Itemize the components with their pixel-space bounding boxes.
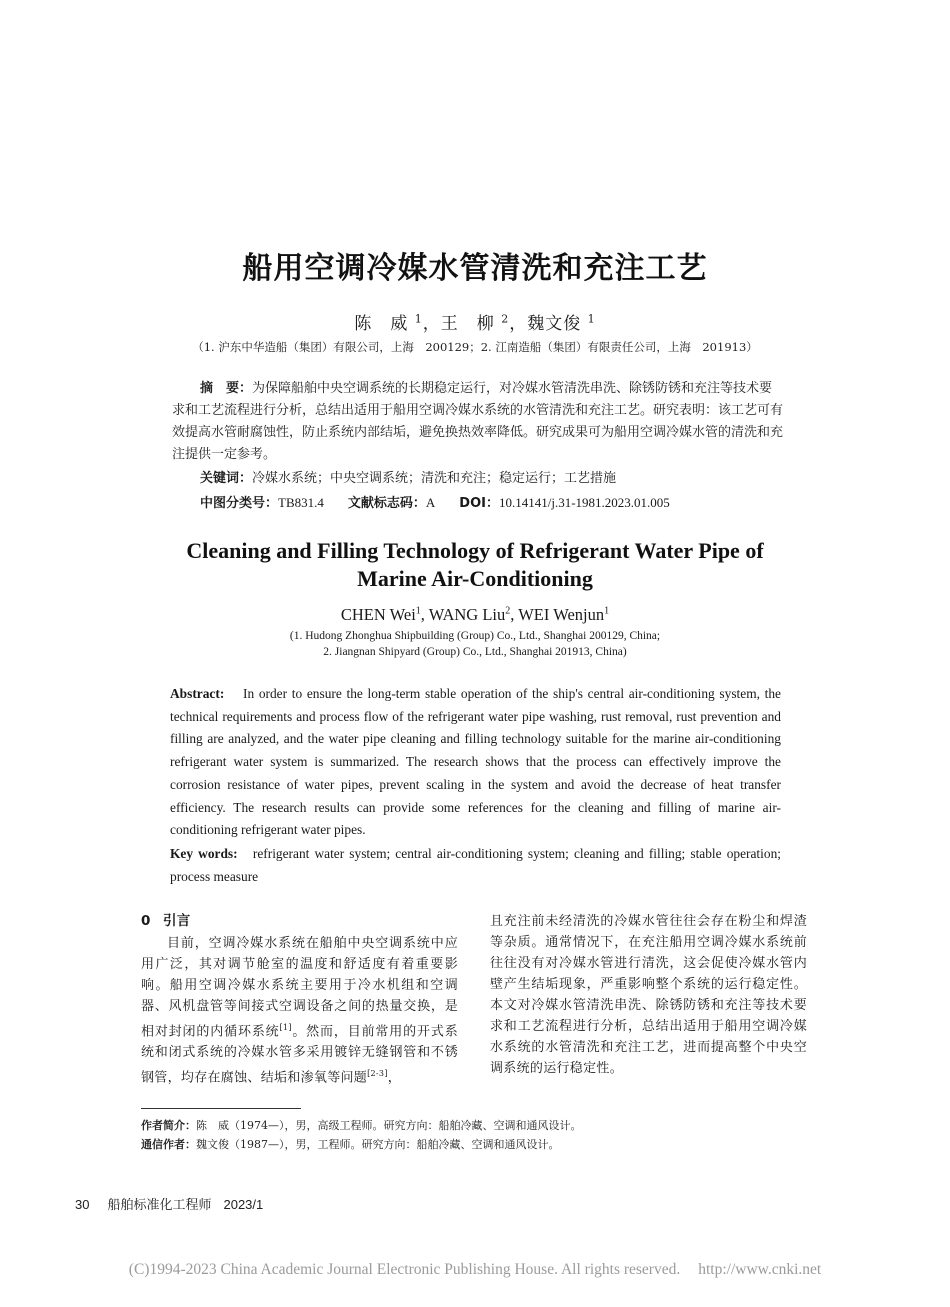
english-affiliation xyxy=(0,628,950,660)
author-name: 陈 威 xyxy=(354,314,409,334)
author-separator: , xyxy=(420,605,429,624)
author-name: 王 柳 xyxy=(440,314,495,334)
abstract-label: 摘 要： xyxy=(200,381,253,396)
section-title: 引言 xyxy=(163,913,191,929)
citation: [2-3] xyxy=(367,1069,388,1079)
footnote-label: 作者简介： xyxy=(141,1119,196,1132)
author-name: CHEN Wei xyxy=(340,605,416,624)
english-keywords xyxy=(170,843,781,888)
section-heading xyxy=(141,911,458,932)
copyright-text: (C)1994-2023 China Academic Journal Electronic Publishing House. All rights reserved. xyxy=(128,1261,681,1278)
chinese-affiliation: （1. 沪东中华造船（集团）有限公司，上海 200129；2. 江南造船（集团）有限责任公司，上海 201913） xyxy=(192,340,758,354)
keywords-label: 关键词： xyxy=(200,471,253,486)
english-abstract xyxy=(170,683,781,842)
body-paragraph xyxy=(141,933,458,1089)
copyright-url[interactable]: http://www.cnki.net xyxy=(698,1261,822,1278)
paragraph-text: ， xyxy=(387,1070,402,1086)
footnote-divider xyxy=(141,1108,301,1109)
issue-number: 2023/1 xyxy=(223,1197,264,1212)
english-title: Cleaning and Filling Technology of Refrigerant Water Pipe of Marine Air-Conditioning xyxy=(186,538,764,591)
author-footnote xyxy=(141,1118,841,1134)
author-affiliation-mark: 1 xyxy=(415,605,421,617)
keywords-text: refrigerant water system; central air-conditioning system; cleaning and filling; stable operation; process measure xyxy=(170,846,781,884)
correspondence-footnote xyxy=(141,1137,841,1153)
footnote-label: 通信作者： xyxy=(141,1138,196,1151)
doc-code-value: A xyxy=(425,495,436,510)
chinese-keywords xyxy=(200,468,790,490)
author-name: 魏文俊 xyxy=(527,314,582,334)
author-separator: , xyxy=(510,605,519,624)
author-affiliation-mark: 1 xyxy=(604,605,610,617)
english-authors xyxy=(0,605,950,625)
affiliation-line: (1. Hudong Zhonghua Shipbuilding (Group) Co., Ltd., Shanghai 200129, China; xyxy=(289,630,661,642)
classification-line xyxy=(200,492,790,515)
doc-code-label: 文献标志码： xyxy=(347,496,426,511)
abstract-text: In order to ensure the long-term stable operation of the ship's central air-conditioning system, the technical requirements and process flow of the refrigerant water pipe washing, rust removal, rust prevention and filling are analyzed, and the water pipe cleaning and filling technology suitable for the marine air-conditioning refrigerant water system is summarized. The research shows that the process can effectively improve the corrosion resistance of water pipes, prevent scaling in the system and avoid the decrease of heat transfer efficiency. The research results can provide some references for the cleaning and filling of marine air-conditioning refrigerant water pipes. xyxy=(170,686,781,838)
clc-value: TB831.4 xyxy=(278,495,324,510)
clc-label: 中图分类号： xyxy=(200,496,279,511)
chinese-authors xyxy=(0,309,950,334)
abstract-text: 为保障船舶中央空调系统的长期稳定运行，对冷媒水管清洗串洗、除锈防锈和充注等技术要求和工艺流程进行分析，总结出适用于船用空调冷媒水系统的水管清洗和充注工艺。研究表明：该工艺可有效提高水管耐腐蚀性，防止系统内部结垢，避免换热效率降低。研究成果可为船用空调冷媒水管的清洗和充注提供一定参考。 xyxy=(172,381,784,462)
author-name: WEI Wenjun xyxy=(518,605,605,624)
doi-value: 10.14141/j.31-1981.2023.01.005 xyxy=(498,495,670,510)
body-left-column xyxy=(141,911,458,1089)
author-separator: ， xyxy=(509,314,528,334)
author-affiliation-mark: 2 xyxy=(501,312,510,326)
doi-label: DOI： xyxy=(459,496,499,511)
footnote-text: 陈 威（1974—），男，高级工程师。研究方向：船舶冷藏、空调和通风设计。 xyxy=(196,1119,582,1132)
body-paragraph: 且充注前未经清洗的冷媒水管往往会存在粉尘和焊渣等杂质。通常情况下，在充注船用空调冷媒水系统前往往没有对冷媒水管进行清洗，这会促使冷媒水管内壁产生结垢现象，严重影响整个系统的运行稳定性。本文对冷媒水管清洗串洗、除锈防锈和充注等技术要求和工艺流程进行分析，总结出适用于船用空调冷媒水系统的水管清洗和充注工艺，进而提高整个中央空调系统的运行稳定性。 xyxy=(490,914,807,1076)
body-right-column xyxy=(490,911,807,1079)
chinese-abstract xyxy=(172,378,784,466)
author-separator: ， xyxy=(422,314,441,334)
citation: [1] xyxy=(279,1023,292,1032)
author-name: WANG Liu xyxy=(428,605,506,624)
author-affiliation-mark: 2 xyxy=(505,605,511,617)
paragraph-text: 。然而，目前常用的开式系统和闭式系统的冷媒水管多采用镀锌无缝钢管和不锈钢管，均存在腐蚀、结垢和渗氧等问题 xyxy=(141,1024,458,1086)
page-number: 30 xyxy=(75,1197,90,1212)
chinese-title: 船用空调冷媒水管清洗和充注工艺 xyxy=(242,251,708,286)
abstract-label: Abstract: xyxy=(170,686,225,701)
copyright-notice xyxy=(0,1261,950,1279)
page-footer xyxy=(75,1194,263,1213)
keywords-text: 冷媒水系统；中央空调系统；清洗和充注；稳定运行；工艺措施 xyxy=(252,471,617,486)
keywords-label: Key words: xyxy=(170,846,238,861)
author-affiliation-mark: 1 xyxy=(414,312,423,326)
affiliation-line: 2. Jiangnan Shipyard (Group) Co., Ltd., Shanghai 201913, China) xyxy=(323,646,627,658)
journal-name: 船舶标准化工程师 xyxy=(107,1198,212,1213)
footnote-text: 魏文俊（1987—），男，工程师。研究方向：船舶冷藏、空调和通风设计。 xyxy=(196,1138,560,1151)
author-affiliation-mark: 1 xyxy=(587,312,596,326)
section-number: 0 xyxy=(141,913,151,929)
paragraph-text: 目前，空调冷媒水系统在船舶中央空调系统中应用广泛，其对调节舱室的温度和舒适度有着重要影响。船用空调冷媒水系统主要用于冷水机组和空调器、风机盘管等间接式空调设备之间的热量交换，是相对封闭的内循环系统 xyxy=(141,936,458,1040)
